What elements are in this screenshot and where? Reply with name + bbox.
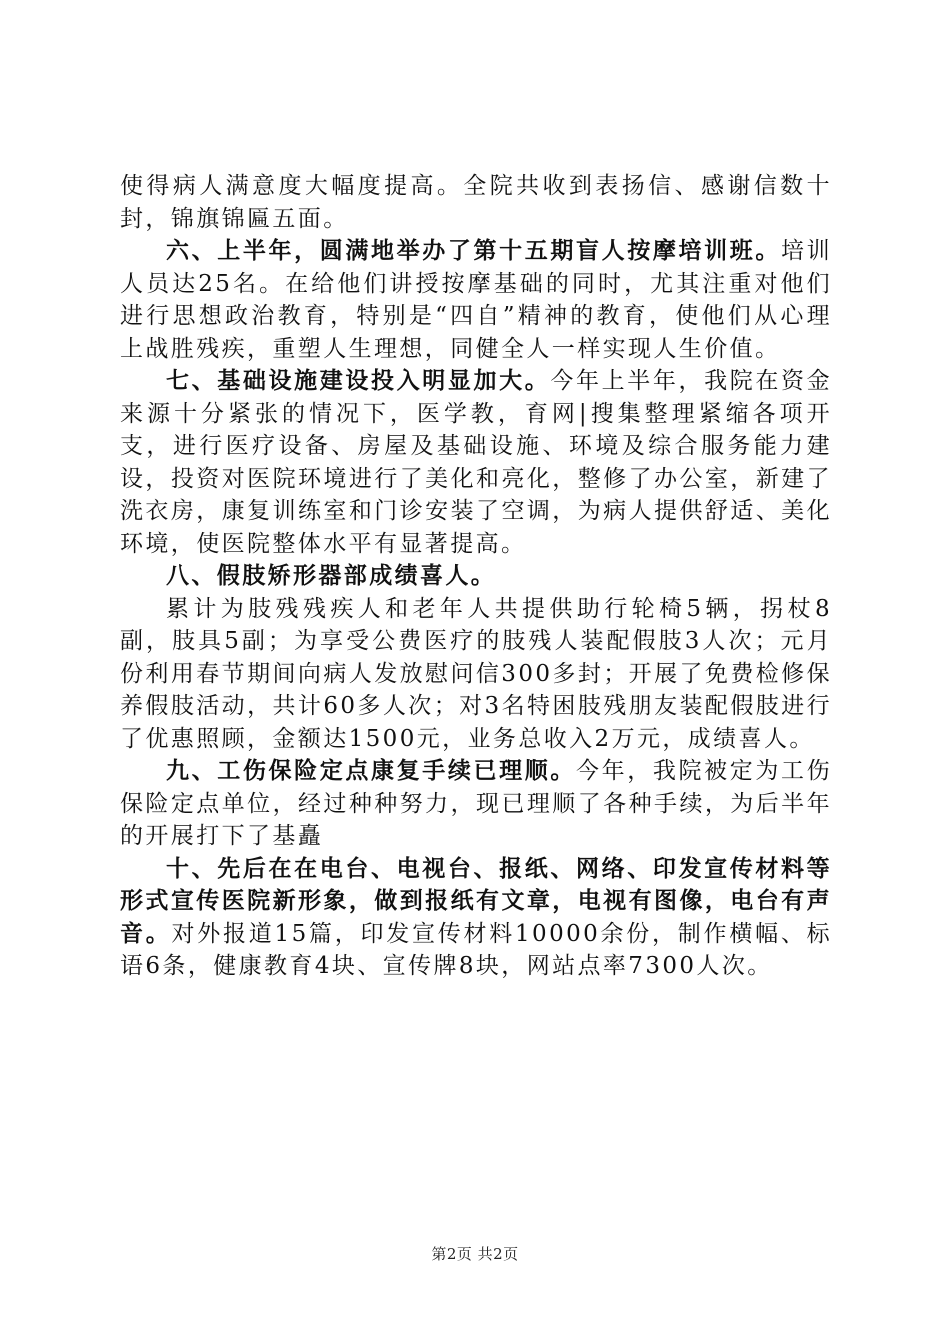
paragraph-section-10: [120, 853, 832, 983]
paragraph-section-6: [120, 235, 832, 365]
paragraph-text: 培训人员达25名。在给他们讲授按摩基础的同时，尤其注重对他们进行思想政治教育，特别是“四自”精神的教育，使他们从心理上战胜残疾，重塑人生理想，同健全人一样实现人生价值。: [120, 238, 832, 362]
paragraph-heading: 九、工伤保险定点康复手续已理顺。: [166, 757, 576, 784]
paragraph-text: 累计为肢残残疾人和老年人共提供助行轮椅5辆，拐杖8副，肢具5副；为享受公费医疗的肢残人装配假肢3人次；元月份利用春节期间向病人发放慰问信300多封；开展了免费检修保养假肢活动，共计60多人次；对3名特困肢残朋友装配假肢进行了优惠照顾，金额达1500元，业务总收入2万元，成绩喜人。: [120, 595, 832, 752]
paragraph-text: 今年上半年，我院在资金来源十分紧张的情况下，医学教，育网|搜集整理紧缩各项开支，进行医疗设备、房屋及基础设施、环境及综合服务能力建设，投资对医院环境进行了美化和亮化，整修了办公室，新建了洗衣房，康复训练室和门诊安装了空调，为病人提供舒适、美化环境，使医院整体水平有显著提高。: [120, 368, 832, 557]
paragraph-heading: 八、假肢矫形器部成绩喜人。: [166, 562, 497, 589]
paragraph-heading: 十、先后在在电台、电视台、报纸、网络、印发宣传材料等形式宣传医院新形象，做到报纸有文章，电视有图像，电台有声音。: [120, 854, 832, 947]
paragraph-heading: 七、基础设施建设投入明显加大。: [166, 367, 551, 394]
document-body: [120, 170, 832, 983]
paragraph-heading: 六、上半年，圆满地举办了第十五期盲人按摩培训班。: [166, 237, 781, 264]
paragraph-section-7: [120, 365, 832, 560]
paragraph-section-8-body: [120, 593, 832, 756]
paragraph-continuation: [120, 170, 832, 235]
paragraph-text: 今年，我院被定为工伤保险定点单位，经过种种努力，现已理顺了各种手续，为后半年的开展打下了基矗: [120, 758, 832, 849]
page-number: 第2页 共2页: [431, 1245, 519, 1263]
page-footer: [0, 1243, 950, 1264]
paragraph-text: 对外报道15篇，印发宣传材料10000余份，制作横幅、标语6条，健康教育4块、宣传牌8块，网站点率7300人次。: [120, 920, 832, 979]
paragraph-section-8-heading: [120, 560, 832, 593]
paragraph-text: 使得病人满意度大幅度提高。全院共收到表扬信、感谢信数十封，锦旗锦匾五面。: [120, 173, 832, 232]
paragraph-section-9: [120, 755, 832, 853]
